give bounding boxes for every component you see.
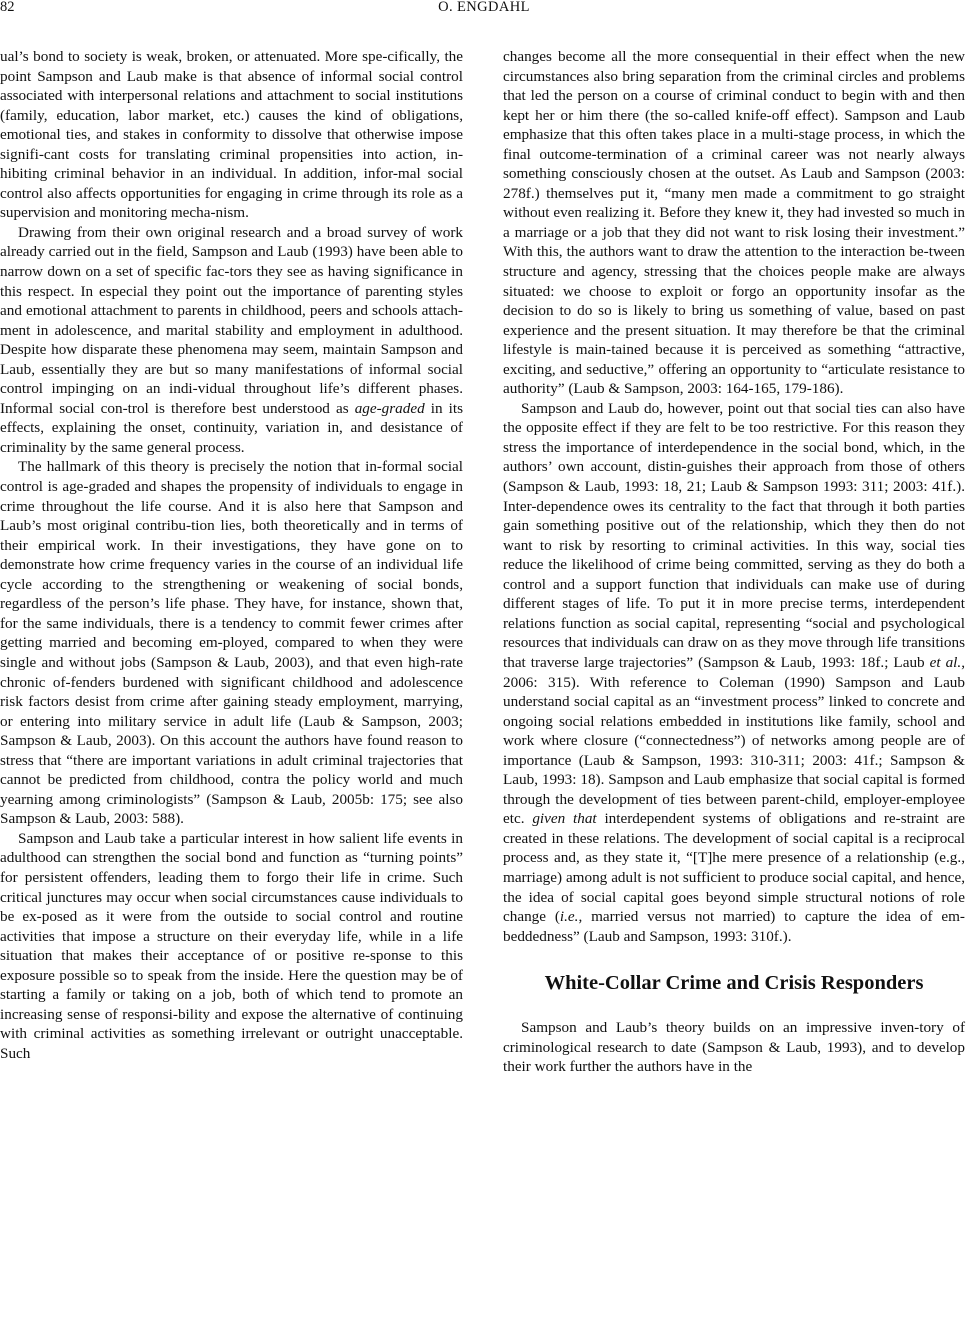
paragraph: The hallmark of this theory is precisely the notion that in-formal social control is age-graded and shapes the propensity of individuals to engage in crime throughout the life course. And it is also here that Sampson and Laub’s most original contribu-tion lies, both theoretically and in terms of their empirical work. In their investigations, they have gone on to demonstrate how crime frequency varies in the course of an individual life cycle according to the strengthening or weakening of social bonds, regardless of the person’s life phase. They have, for instance, shown that, for the same individuals, there is a tendency to commit fewer crimes after getting married and becoming em-ployed, compared to when they were single and without jobs (Sampson & Laub, 2003), and that even high-rate chronic of-fenders burdened with significant childhood and adolescence risk factors desist from crime after gaining steady employment, marrying, or entering into military service in adult life (Laub & Sampson, 2003; Sampson & Laub, 2003). On this account the authors have found reason to stress that “there are important variations in adult criminal trajectories that cannot be predicted from childhood, contra the policy world and much yearning among criminologists” (Sampson & Laub, 2005b: 175; see also Sampson & Laub, 2003: 588).: [0, 458, 463, 828]
page-number: 82: [0, 0, 15, 15]
paragraph-text: interdependent systems of obligations and re-straint are created in these relations. The development of social capital is a reciprocal process and, as they state it, “[T]he mere presence of a relationship (e.g., marriage) among adult is not sufficient to produce social capital, and hence, the idea of social capital goes beyond simple structural notions of role change (: [503, 810, 966, 926]
paragraph: [503, 399, 965, 946]
right-column: [503, 47, 965, 1077]
paragraph: [0, 223, 463, 458]
page-header: [0, 0, 968, 22]
emphasis-text: given that: [532, 810, 597, 828]
paragraph-text: , married versus not married) to capture the idea of em-beddedness” (Laub and Sampson, 1993: 310f.).: [503, 908, 965, 945]
emphasis-text: et al.: [929, 653, 962, 671]
paragraph: Sampson and Laub’s theory builds on an impressive inven-tory of criminological research to date (Sampson & Laub, 1993), and to develop their work further the authors have in the: [503, 1019, 965, 1076]
paragraph: Sampson and Laub take a particular interest in how salient life events in adulthood can strengthen the social bond and function as “turning points” for persistent offenders, leading them to forgo their life in crime. Such critical junctures may occur when social circumstances cause individuals to be ex-posed as it were from the outside to social control and routine activities that impose a structure on their everyday life, while in a life situation that makes their acceptance of or positive re-sponse to this exposure possible so to speak from the inside. Here the question may be of starting a family or taking on a job, both of which tend to promote an increasing sense of responsi-bility and expose the alternative of continuing with criminal activities as something irrelevant or outright unacceptable. Such: [0, 829, 463, 1062]
left-column: [0, 47, 463, 1063]
paragraph-text: Sampson and Laub do, however, point out that social ties can also have the opposite effect if they are felt to be too restrictive. For this reason they stress the importance of interdependence in the social bond, which, in the authors’ own account, distin-guishes their approach from those of others (Sampson & Laub, 1993: 18, 21; Laub & Sampson 1993: 311; 2003: 41f.). Inter-dependence owes its centrality to the fact that through it both parties gain something positive out of the relationship, which they then do not want to risk by resorting to criminal activities. In this way, social ties reduce the likelihood of crime being committed, serving as they do both a control and a support function that individuals can make use of during different stages of life. To put it in more precise terms, interdependent relations function as social capital, representing “social and psychological resources that individuals can draw on as they move through life transitions that traverse large trajectories” (Sampson & Laub, 1993: 18f.; Laub: [503, 399, 965, 671]
paragraph-text: in its effects, explaining the onset, continuity, variation in, and desistance of criminality by the same general process.: [0, 399, 463, 456]
paragraph: ual’s bond to society is weak, broken, or attenuated. More spe-cifically, the point Sampson and Laub make is that absence of informal social control associated with interpersonal relations and attachment to social institutions (family, education, labor market, etc.) causes the kind of obligations, emotional ties, and stakes in conformity to dissolve that otherwise impose signifi-cant costs for translating criminal propensities into action, in-hibiting criminal behavior in an individual. In addition, infor-mal social control also affects opportunities for engaging in crime through its role as a supervision and monitoring mecha-nism.: [0, 48, 463, 222]
section-heading: White-Collar Crime and Crisis Responders: [544, 972, 924, 995]
emphasis-text: i.e.: [559, 908, 579, 926]
emphasis-text: age-graded: [354, 399, 425, 417]
paragraph-text: Drawing from their own original research and a broad survey of work already carried out in the field, Sampson and Laub (1993) have been able to narrow down on a set of specific fac-tors they see as having significance in this respect. In especial they point out the importance of parenting styles and emotional attachment to parents in childhood, peers and schools attach-ment in adolescence, and marital stability and employment in adulthood. Despite how disparate these phenomena may seem, maintain Sampson and Laub, essentially they are but so many manifestations of informal social control impinging on an indi-vidual throughout life’s different phases. Informal social con-trol is therefore best understood as: [0, 223, 463, 417]
paragraph: changes become all the more consequential in their effect when the new circumstances also bring separation from the criminal circles and problems that led the person on a course of criminal conduct to begin with and then kept her or him there (the so-called knife-off effect). Sampson and Laub emphasize that this often takes place in a multi-stage process, in which the final outcome-termination of a criminal career was not nearly always something consciously chosen at the outset. As Laub and Sampson (2003: 278f.) themselves put it, “many men made a commitment to go straight without even realizing it. Before they knew it, they had invested so much in a marriage or a job that they did not want to risk losing their investment.” With this, the authors want to draw the attention to the interaction be-tween structure and agency, stressing that the choices people make are always situated: we choose to exploit or forgo an opportunity insofar as the decision to do so is likely to bring us something of value, based on past experience and the present situation. It may therefore be that the criminal lifestyle is main-tained because it is perceived as something “attractive, exciting, and seductive,” offering an opportunity to “articulate resistance to authority” (Laub & Sampson, 2003: 164-165, 179-186).: [503, 48, 965, 398]
paragraph-text: , 2006: 315). With reference to Coleman (1990) Sampson and Laub understand social capital as an “investment process” linked to concrete and ongoing social relations embedded in institutions like family, school and work where closure (“connectedness”) of networks among people are of importance (Laub & Sampson, 1993: 310-311; 2003: 41f.; Sampson & Laub, 1993: 18). Sampson and Laub emphasize that social capital is formed through the development of ties between parent-child, employer-employee etc.: [503, 653, 965, 828]
running-head: O. ENGDAHL: [438, 0, 530, 15]
